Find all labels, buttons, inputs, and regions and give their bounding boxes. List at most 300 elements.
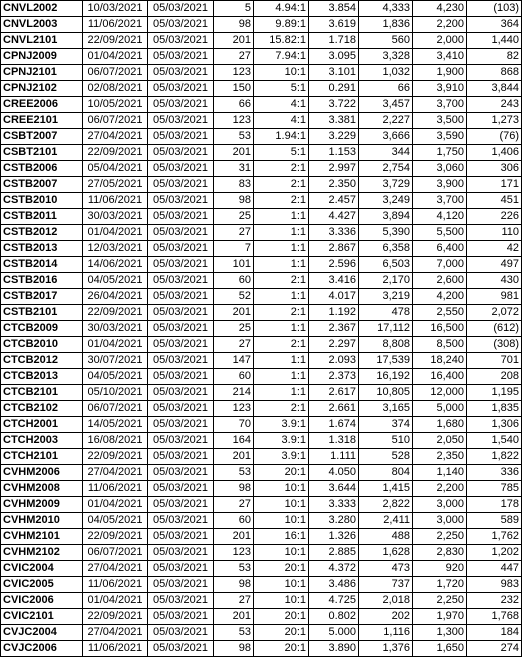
days-remaining-cell: 214 [214,385,254,401]
ticker-cell: CVHM2009 [1,497,83,513]
table-row [1,481,522,497]
table-row [1,513,522,529]
days-remaining-cell: 98 [214,577,254,593]
price-cell: 6,503 [359,257,413,273]
difference-cell: 82 [467,49,522,65]
conversion-ratio-cell: 2:1 [254,273,309,289]
strike-cell: 1,140 [413,465,467,481]
report-date-cell: 05/03/2021 [148,337,214,353]
maturity-date-cell: 22/09/2021 [83,609,148,625]
maturity-date-cell: 06/07/2021 [83,401,148,417]
conversion-ratio-cell: 4.94:1 [254,1,309,17]
maturity-date-cell: 27/04/2021 [83,625,148,641]
strike-cell: 3,900 [413,177,467,193]
table-row [1,145,522,161]
ticker-cell: CNVL2101 [1,33,83,49]
ticker-cell: CSTB2010 [1,193,83,209]
value-cell: 2.596 [309,257,359,273]
days-remaining-cell: 201 [214,145,254,161]
value-cell: 3.619 [309,17,359,33]
days-remaining-cell: 98 [214,641,254,657]
strike-cell: 2,200 [413,17,467,33]
conversion-ratio-cell: 20:1 [254,561,309,577]
strike-cell: 2,600 [413,273,467,289]
price-cell: 1,628 [359,545,413,561]
table-row [1,97,522,113]
ticker-cell: CREE2006 [1,97,83,113]
strike-cell: 3,700 [413,193,467,209]
difference-cell: 1,835 [467,401,522,417]
ticker-cell: CTCB2010 [1,337,83,353]
price-cell: 804 [359,465,413,481]
price-cell: 488 [359,529,413,545]
value-cell: 3.644 [309,481,359,497]
ticker-cell: CVHM2006 [1,465,83,481]
ticker-cell: CVHM2101 [1,529,83,545]
table-row [1,289,522,305]
difference-cell: 178 [467,497,522,513]
conversion-ratio-cell: 20:1 [254,625,309,641]
report-date-cell: 05/03/2021 [148,369,214,385]
table-row [1,497,522,513]
report-date-cell: 05/03/2021 [148,1,214,17]
strike-cell: 2,200 [413,481,467,497]
price-cell: 2,822 [359,497,413,513]
conversion-ratio-cell: 3.9:1 [254,433,309,449]
value-cell: 3.333 [309,497,359,513]
days-remaining-cell: 123 [214,113,254,129]
maturity-date-cell: 01/04/2021 [83,337,148,353]
report-date-cell: 05/03/2021 [148,257,214,273]
strike-cell: 3,000 [413,513,467,529]
table-row [1,417,522,433]
strike-cell: 3,060 [413,161,467,177]
value-cell: 3.381 [309,113,359,129]
days-remaining-cell: 60 [214,273,254,289]
price-cell: 202 [359,609,413,625]
difference-cell: 274 [467,641,522,657]
days-remaining-cell: 27 [214,497,254,513]
strike-cell: 1,680 [413,417,467,433]
conversion-ratio-cell: 3.9:1 [254,449,309,465]
strike-cell: 1,970 [413,609,467,625]
days-remaining-cell: 60 [214,369,254,385]
report-date-cell: 05/03/2021 [148,641,214,657]
maturity-date-cell: 22/09/2021 [83,145,148,161]
value-cell: 3.101 [309,65,359,81]
value-cell: 1.192 [309,305,359,321]
value-cell: 4.372 [309,561,359,577]
table-row [1,33,522,49]
days-remaining-cell: 150 [214,81,254,97]
ticker-cell: CSTB2014 [1,257,83,273]
price-cell: 473 [359,561,413,577]
difference-cell: 1,440 [467,33,522,49]
conversion-ratio-cell: 3.9:1 [254,417,309,433]
price-cell: 344 [359,145,413,161]
strike-cell: 12,000 [413,385,467,401]
value-cell: 3.229 [309,129,359,145]
ticker-cell: CSTB2011 [1,209,83,225]
difference-cell: 3,844 [467,81,522,97]
difference-cell: 983 [467,577,522,593]
days-remaining-cell: 147 [214,353,254,369]
conversion-ratio-cell: 10:1 [254,545,309,561]
table-row [1,81,522,97]
conversion-ratio-cell: 20:1 [254,609,309,625]
conversion-ratio-cell: 10:1 [254,497,309,513]
strike-cell: 3,500 [413,113,467,129]
maturity-date-cell: 22/09/2021 [83,305,148,321]
table-row [1,465,522,481]
days-remaining-cell: 70 [214,417,254,433]
ticker-cell: CNVL2003 [1,17,83,33]
conversion-ratio-cell: 1:1 [254,209,309,225]
price-cell: 560 [359,33,413,49]
conversion-ratio-cell: 2:1 [254,177,309,193]
days-remaining-cell: 27 [214,225,254,241]
conversion-ratio-cell: 2:1 [254,337,309,353]
value-cell: 2.093 [309,353,359,369]
conversion-ratio-cell: 7.94:1 [254,49,309,65]
price-cell: 2,227 [359,113,413,129]
days-remaining-cell: 5 [214,1,254,17]
difference-cell: 701 [467,353,522,369]
ticker-cell: CREE2101 [1,113,83,129]
conversion-ratio-cell: 20:1 [254,465,309,481]
maturity-date-cell: 22/09/2021 [83,529,148,545]
difference-cell: 1,406 [467,145,522,161]
value-cell: 4.725 [309,593,359,609]
price-cell: 17,539 [359,353,413,369]
days-remaining-cell: 83 [214,177,254,193]
ticker-cell: CSTB2101 [1,305,83,321]
strike-cell: 18,240 [413,353,467,369]
difference-cell: 451 [467,193,522,209]
price-cell: 8,808 [359,337,413,353]
report-date-cell: 05/03/2021 [148,145,214,161]
strike-cell: 7,000 [413,257,467,273]
maturity-date-cell: 30/03/2021 [83,321,148,337]
maturity-date-cell: 22/09/2021 [83,449,148,465]
strike-cell: 3,410 [413,49,467,65]
days-remaining-cell: 201 [214,529,254,545]
ticker-cell: CPNJ2102 [1,81,83,97]
days-remaining-cell: 123 [214,65,254,81]
report-date-cell: 05/03/2021 [148,177,214,193]
price-cell: 2,170 [359,273,413,289]
conversion-ratio-cell: 1:1 [254,385,309,401]
difference-cell: 589 [467,513,522,529]
report-date-cell: 05/03/2021 [148,209,214,225]
report-date-cell: 05/03/2021 [148,513,214,529]
maturity-date-cell: 04/05/2021 [83,513,148,529]
price-cell: 2,411 [359,513,413,529]
price-cell: 374 [359,417,413,433]
report-date-cell: 05/03/2021 [148,417,214,433]
strike-cell: 4,230 [413,1,467,17]
strike-cell: 2,000 [413,33,467,49]
difference-cell: 232 [467,593,522,609]
table-row [1,401,522,417]
price-cell: 16,192 [359,369,413,385]
days-remaining-cell: 53 [214,129,254,145]
report-date-cell: 05/03/2021 [148,289,214,305]
report-date-cell: 05/03/2021 [148,353,214,369]
ticker-cell: CTCB2101 [1,385,83,401]
maturity-date-cell: 11/06/2021 [83,641,148,657]
conversion-ratio-cell: 4:1 [254,113,309,129]
ticker-cell: CTCB2013 [1,369,83,385]
report-date-cell: 05/03/2021 [148,385,214,401]
conversion-ratio-cell: 1.94:1 [254,129,309,145]
ticker-cell: CVHM2102 [1,545,83,561]
report-date-cell: 05/03/2021 [148,465,214,481]
days-remaining-cell: 164 [214,433,254,449]
value-cell: 1.318 [309,433,359,449]
ticker-cell: CVIC2005 [1,577,83,593]
ticker-cell: CPNJ2101 [1,65,83,81]
maturity-date-cell: 16/08/2021 [83,433,148,449]
value-cell: 2.997 [309,161,359,177]
ticker-cell: CSTB2007 [1,177,83,193]
maturity-date-cell: 04/05/2021 [83,273,148,289]
strike-cell: 1,720 [413,577,467,593]
ticker-cell: CTCB2102 [1,401,83,417]
table-row [1,577,522,593]
strike-cell: 1,900 [413,65,467,81]
strike-cell: 16,500 [413,321,467,337]
table-row [1,257,522,273]
difference-cell: 171 [467,177,522,193]
difference-cell: 1,195 [467,385,522,401]
strike-cell: 3,590 [413,129,467,145]
strike-cell: 4,200 [413,289,467,305]
value-cell: 3.416 [309,273,359,289]
ticker-cell: CTCH2101 [1,449,83,465]
table-row [1,609,522,625]
difference-cell: 1,768 [467,609,522,625]
value-cell: 3.095 [309,49,359,65]
price-cell: 1,836 [359,17,413,33]
conversion-ratio-cell: 15.82:1 [254,33,309,49]
days-remaining-cell: 53 [214,561,254,577]
report-date-cell: 05/03/2021 [148,97,214,113]
difference-cell: (76) [467,129,522,145]
difference-cell: 497 [467,257,522,273]
report-date-cell: 05/03/2021 [148,241,214,257]
ticker-cell: CSBT2101 [1,145,83,161]
value-cell: 0.291 [309,81,359,97]
table-row [1,49,522,65]
maturity-date-cell: 30/07/2021 [83,353,148,369]
conversion-ratio-cell: 1:1 [254,369,309,385]
table-row [1,529,522,545]
days-remaining-cell: 123 [214,401,254,417]
difference-cell: 1,306 [467,417,522,433]
report-date-cell: 05/03/2021 [148,113,214,129]
price-cell: 3,328 [359,49,413,65]
strike-cell: 3,910 [413,81,467,97]
value-cell: 3.854 [309,1,359,17]
table-row [1,129,522,145]
report-date-cell: 05/03/2021 [148,161,214,177]
days-remaining-cell: 53 [214,465,254,481]
value-cell: 4.017 [309,289,359,305]
days-remaining-cell: 60 [214,513,254,529]
value-cell: 3.722 [309,97,359,113]
strike-cell: 1,300 [413,625,467,641]
difference-cell: 110 [467,225,522,241]
strike-cell: 8,500 [413,337,467,353]
difference-cell: 1,762 [467,529,522,545]
report-date-cell: 05/03/2021 [148,305,214,321]
value-cell: 2.350 [309,177,359,193]
conversion-ratio-cell: 2:1 [254,401,309,417]
value-cell: 1.153 [309,145,359,161]
ticker-cell: CTCH2001 [1,417,83,433]
value-cell: 4.427 [309,209,359,225]
value-cell: 1.674 [309,417,359,433]
days-remaining-cell: 53 [214,625,254,641]
report-date-cell: 05/03/2021 [148,193,214,209]
days-remaining-cell: 201 [214,449,254,465]
days-remaining-cell: 25 [214,209,254,225]
difference-cell: 1,202 [467,545,522,561]
maturity-date-cell: 11/06/2021 [83,481,148,497]
report-date-cell: 05/03/2021 [148,497,214,513]
days-remaining-cell: 52 [214,289,254,305]
strike-cell: 2,550 [413,305,467,321]
strike-cell: 2,250 [413,529,467,545]
conversion-ratio-cell: 2:1 [254,161,309,177]
ticker-cell: CSTB2013 [1,241,83,257]
table-row [1,161,522,177]
value-cell: 2.867 [309,241,359,257]
conversion-ratio-cell: 1:1 [254,225,309,241]
days-remaining-cell: 25 [214,321,254,337]
maturity-date-cell: 05/10/2021 [83,385,148,401]
ticker-cell: CVIC2006 [1,593,83,609]
value-cell: 4.050 [309,465,359,481]
report-date-cell: 05/03/2021 [148,529,214,545]
strike-cell: 5,500 [413,225,467,241]
value-cell: 3.486 [309,577,359,593]
conversion-ratio-cell: 1:1 [254,241,309,257]
price-cell: 1,116 [359,625,413,641]
table-row [1,545,522,561]
ticker-cell: CVJC2006 [1,641,83,657]
conversion-ratio-cell: 2:1 [254,193,309,209]
value-cell: 5.000 [309,625,359,641]
maturity-date-cell: 06/07/2021 [83,545,148,561]
conversion-ratio-cell: 2:1 [254,305,309,321]
value-cell: 1.718 [309,33,359,49]
conversion-ratio-cell: 10:1 [254,65,309,81]
price-cell: 10,805 [359,385,413,401]
maturity-date-cell: 11/06/2021 [83,577,148,593]
table-row [1,305,522,321]
price-cell: 478 [359,305,413,321]
table-row [1,433,522,449]
days-remaining-cell: 98 [214,193,254,209]
value-cell: 2.367 [309,321,359,337]
table-row [1,625,522,641]
value-cell: 3.890 [309,641,359,657]
report-date-cell: 05/03/2021 [148,593,214,609]
conversion-ratio-cell: 5:1 [254,81,309,97]
strike-cell: 920 [413,561,467,577]
maturity-date-cell: 11/06/2021 [83,17,148,33]
price-cell: 4,333 [359,1,413,17]
price-cell: 3,457 [359,97,413,113]
ticker-cell: CVHM2008 [1,481,83,497]
strike-cell: 3,700 [413,97,467,113]
table-row [1,385,522,401]
maturity-date-cell: 06/07/2021 [83,65,148,81]
report-date-cell: 05/03/2021 [148,273,214,289]
days-remaining-cell: 66 [214,97,254,113]
conversion-ratio-cell: 1:1 [254,321,309,337]
table-row [1,225,522,241]
maturity-date-cell: 27/04/2021 [83,561,148,577]
conversion-ratio-cell: 9.89:1 [254,17,309,33]
price-cell: 2,754 [359,161,413,177]
ticker-cell: CSTB2016 [1,273,83,289]
conversion-ratio-cell: 16:1 [254,529,309,545]
value-cell: 0.802 [309,609,359,625]
days-remaining-cell: 201 [214,33,254,49]
conversion-ratio-cell: 10:1 [254,577,309,593]
price-cell: 3,249 [359,193,413,209]
maturity-date-cell: 10/03/2021 [83,1,148,17]
table-row [1,641,522,657]
table-row [1,561,522,577]
price-cell: 1,376 [359,641,413,657]
strike-cell: 2,830 [413,545,467,561]
maturity-date-cell: 01/04/2021 [83,497,148,513]
conversion-ratio-cell: 10:1 [254,481,309,497]
table-row [1,177,522,193]
conversion-ratio-cell: 20:1 [254,641,309,657]
table-row [1,353,522,369]
price-cell: 528 [359,449,413,465]
price-cell: 17,112 [359,321,413,337]
strike-cell: 6,400 [413,241,467,257]
price-cell: 66 [359,81,413,97]
maturity-date-cell: 26/04/2021 [83,289,148,305]
conversion-ratio-cell: 5:1 [254,145,309,161]
maturity-date-cell: 04/05/2021 [83,369,148,385]
days-remaining-cell: 27 [214,337,254,353]
days-remaining-cell: 27 [214,49,254,65]
price-cell: 2,018 [359,593,413,609]
table-row [1,273,522,289]
days-remaining-cell: 98 [214,17,254,33]
strike-cell: 2,350 [413,449,467,465]
conversion-ratio-cell: 10:1 [254,593,309,609]
strike-cell: 1,650 [413,641,467,657]
maturity-date-cell: 01/04/2021 [83,593,148,609]
maturity-date-cell: 27/04/2021 [83,465,148,481]
maturity-date-cell: 01/04/2021 [83,49,148,65]
report-date-cell: 05/03/2021 [148,129,214,145]
strike-cell: 16,400 [413,369,467,385]
difference-cell: 306 [467,161,522,177]
report-date-cell: 05/03/2021 [148,225,214,241]
report-date-cell: 05/03/2021 [148,321,214,337]
difference-cell: 430 [467,273,522,289]
